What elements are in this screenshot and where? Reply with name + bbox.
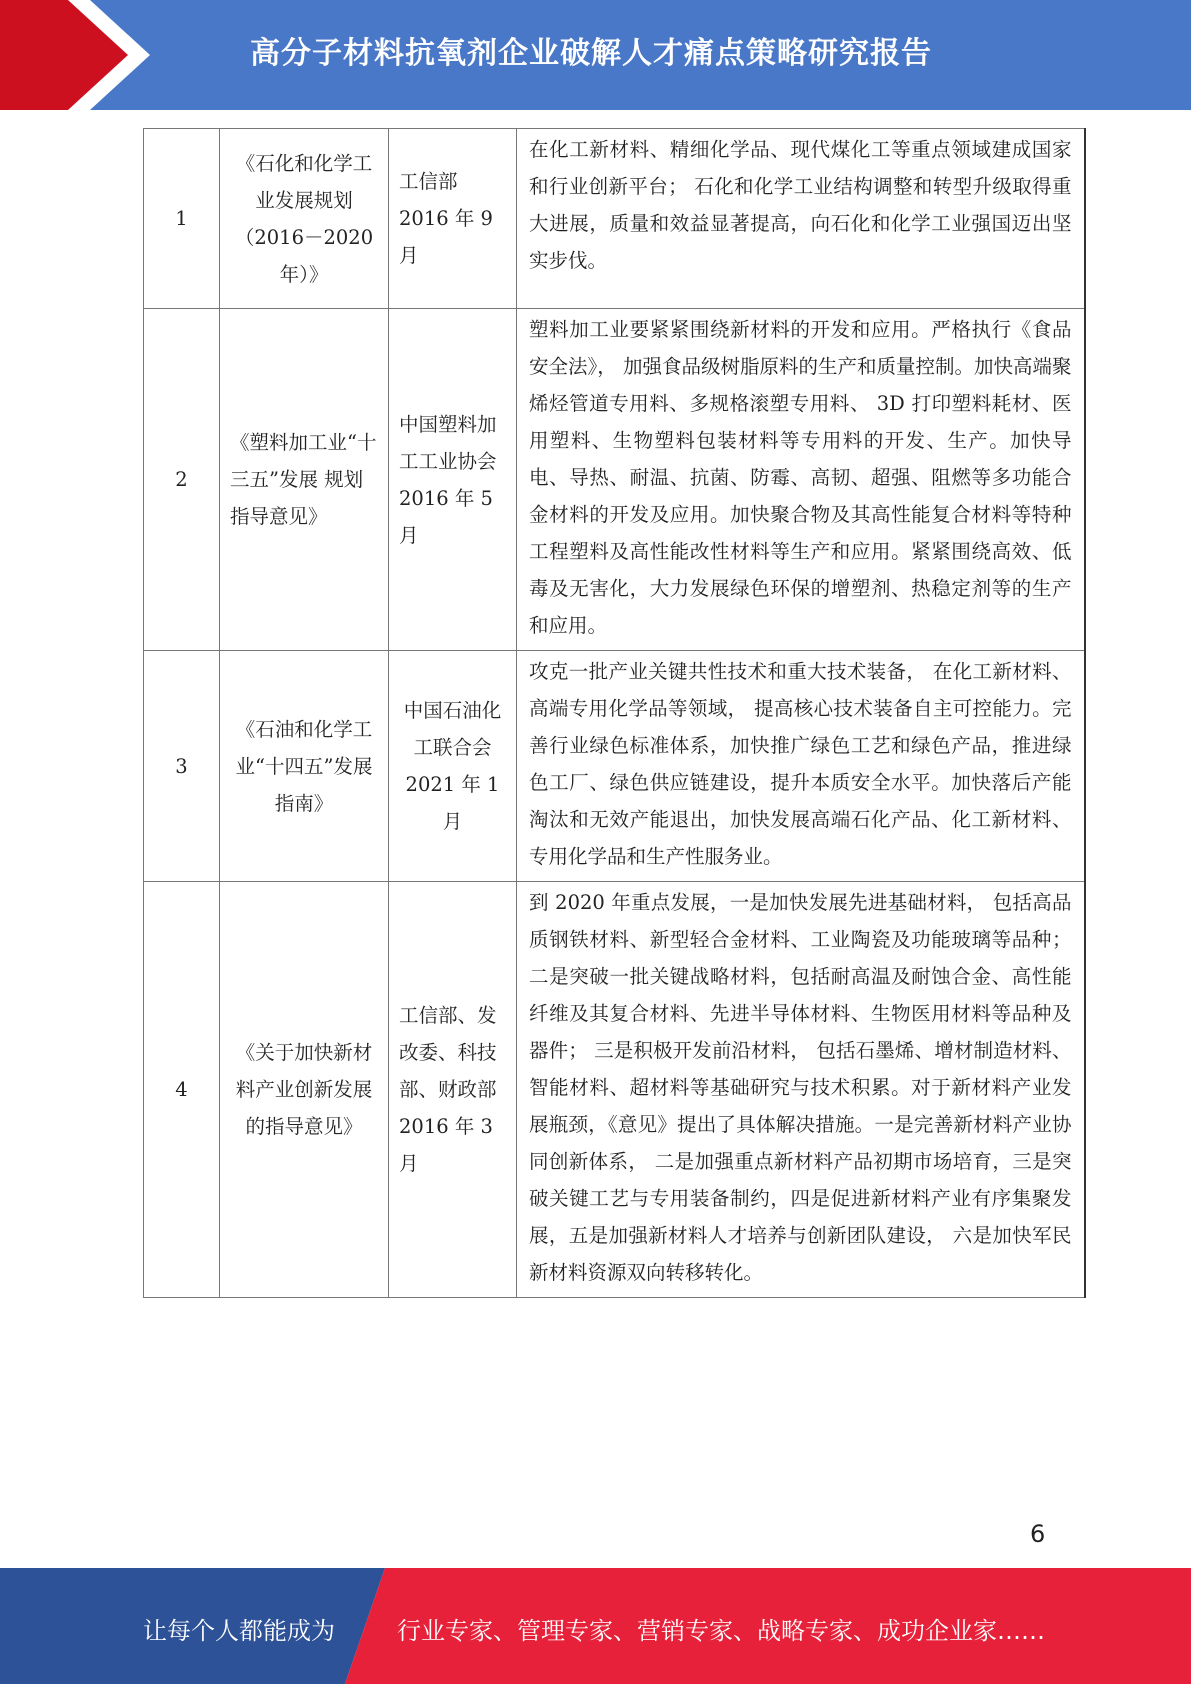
header-banner xyxy=(0,0,1191,110)
policy-title: 《关于加快新材料产业创新发展的指导意见》 xyxy=(220,882,389,1298)
table-row xyxy=(144,129,1085,309)
report-title: 高分子材料抗氧剂企业破解人才痛点策略研究报告 xyxy=(250,36,932,71)
policy-issuer: 工信部、发改委、科技部、财政部 2016 年 3 月 xyxy=(389,882,517,1298)
row-number: 1 xyxy=(144,129,220,309)
policy-issuer: 工信部 2016 年 9 月 xyxy=(389,129,517,309)
policy-title: 《石化和化学工业发展规划（2016－2020 年）》 xyxy=(220,129,389,309)
header-arrow-decoration xyxy=(0,0,160,110)
policy-title: 《石油和化学工业“十四五”发展指南》 xyxy=(220,651,389,882)
policy-content: 在化工新材料、精细化学品、现代煤化工等重点领域建成国家和行业创新平台； 石化和化学工业结构调整和转型升级取得重大进展，质量和效益显著提高，向石化和化学工业强国迈出坚实步伐。 xyxy=(517,129,1085,309)
row-number: 4 xyxy=(144,882,220,1298)
footer-banner xyxy=(0,1568,1191,1684)
policy-table xyxy=(143,128,1086,1298)
policy-content: 攻克一批产业关键共性技术和重大技术装备， 在化工新材料、高端专用化学品等领域， 提高核心技术装备自主可控能力。完善行业绿色标准体系，加快推广绿色工艺和绿色产品，推进绿色工厂、绿色供应链建设，提升本质安全水平。加快落后产能淘汰和无效产能退出，加快发展高端石化产品、化工新材料、专用化学品和生产性服务业。 xyxy=(517,651,1085,882)
row-number: 2 xyxy=(144,309,220,651)
table-row xyxy=(144,309,1085,651)
footer-slogan-left: 让每个人都能成为 xyxy=(143,1617,335,1645)
policy-content: 到 2020 年重点发展，一是加快发展先进基础材料， 包括高品质钢铁材料、新型轻合金材料、工业陶瓷及功能玻璃等品种；二是突破一批关键战略材料，包括耐高温及耐蚀合金、高性能纤维及其复合材料、先进半导体材料、生物医用材料等品种及器件； 三是积极开发前沿材料， 包括石墨烯、增材制造材料、智能材料、超材料等基础研究与技术积累。对于新材料产业发展瓶颈，《意见》提出了具体解决措施。一是完善新材料产业协同创新体系， 二是加强重点新材料产品初期市场培育，三是突破关键工艺与专用装备制约，四是促进新材料产业有序集聚发展，五是加强新材料人才培养与创新团队建设， 六是加快军民新材料资源双向转移转化。 xyxy=(517,882,1085,1298)
policy-content: 塑料加工业要紧紧围绕新材料的开发和应用。严格执行《食品安全法》， 加强食品级树脂原料的生产和质量控制。加快高端聚烯烃管道专用料、多规格滚塑专用料、 3D 打印塑料耗材、医用塑料、生物塑料包装材料等专用料的开发、生产。加快导电、导热、耐温、抗菌、防霉、高韧、超强、阻燃等多功能合金材料的开发及应用。加快聚合物及其高性能复合材料等特种工程塑料及高性能改性材料等生产和应用。紧紧围绕高效、低毒及无害化，大力发展绿色环保的增塑剂、热稳定剂等的生产和应用。 xyxy=(517,309,1085,651)
table-row xyxy=(144,651,1085,882)
table-row xyxy=(144,882,1085,1298)
row-number: 3 xyxy=(144,651,220,882)
policy-title: 《塑料加工业“十三五”发展 规划指导意见》 xyxy=(220,309,389,651)
footer-slogan-right: 行业专家、管理专家、营销专家、战略专家、成功企业家…… xyxy=(397,1617,1045,1645)
page-number: 6 xyxy=(1030,1520,1046,1548)
policy-issuer: 中国石油化工联合会 2021 年 1 月 xyxy=(389,651,517,882)
policy-issuer: 中国塑料加工工业协会 2016 年 5 月 xyxy=(389,309,517,651)
